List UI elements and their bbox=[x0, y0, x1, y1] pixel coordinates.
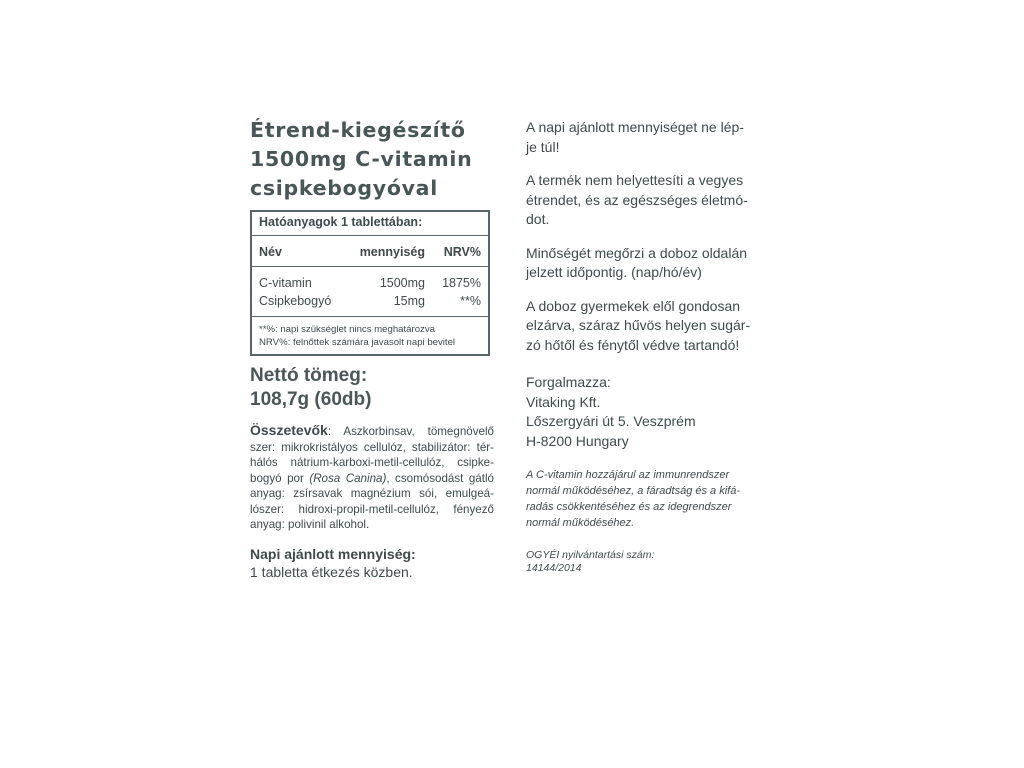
ingredients-line: szer: mikrokristályos cellulóz, stabilizátor: tér- bbox=[250, 440, 494, 454]
text-line: normál működéséhez. bbox=[526, 517, 635, 529]
distributor-address bbox=[526, 373, 786, 451]
left-column bbox=[250, 116, 500, 581]
health-claim bbox=[526, 467, 786, 531]
ingredient-nrv: **% bbox=[460, 294, 481, 308]
latin-name: (Rosa Canina) bbox=[309, 471, 387, 485]
ingredient-name: Csipkebogyó bbox=[259, 294, 332, 308]
distributor-label: Forgalmazza: bbox=[526, 374, 611, 390]
text-line: Minőségét megőrzi a doboz oldalán bbox=[526, 244, 748, 261]
ingredient-nrv: 1875% bbox=[442, 276, 481, 290]
ingredient-amount: 15mg bbox=[393, 294, 425, 308]
daily-dose bbox=[250, 545, 500, 581]
text-line: elzárva, száraz hűvös helyen sugár- bbox=[526, 317, 751, 333]
text-line: A napi ajánlott mennyiséget ne lép- bbox=[526, 119, 744, 135]
text-line: A termék nem helyettesíti a vegyes bbox=[526, 172, 744, 188]
ingredients-line: anyag: zsírsavak magnézium sói, emulgeá- bbox=[250, 487, 494, 500]
text-line: jelzett időpontig. (nap/hó/év) bbox=[526, 264, 702, 280]
ingredients-line: hálós nátrium-karboxi-metil-cellulóz, csipke- bbox=[250, 456, 494, 469]
ingredient-amount: 1500mg bbox=[379, 276, 425, 290]
distributor-company: Vitaking Kft. bbox=[526, 393, 601, 410]
net-weight-value: 108,7g (60db) bbox=[250, 389, 372, 410]
daily-dose-text: 1 tabletta étkezés közben. bbox=[250, 563, 413, 580]
text-line: A C-vitamin hozzájárul az immunrendszer bbox=[526, 469, 730, 481]
registration-label: OGYÉI nyilvántartási szám: bbox=[526, 549, 655, 561]
table-row bbox=[252, 292, 488, 310]
best-before-note bbox=[526, 244, 786, 283]
warning-diet bbox=[526, 171, 786, 230]
ingredients-label: Összetevők bbox=[250, 422, 328, 438]
text-line: dot. bbox=[526, 211, 550, 227]
column-header-nrv: NRV% bbox=[443, 245, 481, 259]
ingredients-text: : Aszkorbinsav, tömegnövelő bbox=[327, 425, 494, 438]
storage-note bbox=[526, 297, 786, 356]
ingredients-line: lószer: hidroxi-propil-metil-cellulóz, fényező bbox=[250, 502, 494, 516]
net-weight bbox=[250, 364, 500, 412]
title-line: csipkebogyóval bbox=[250, 176, 438, 200]
warning-dose bbox=[526, 118, 786, 157]
ingredients-text: , csomósodást gátló bbox=[386, 471, 494, 485]
footnote: NRV%: felnőttek számára javasolt napi bevitel bbox=[259, 337, 456, 348]
ingredients-text: bogyó por bbox=[250, 471, 310, 485]
text-line: étrendet, és az egészséges életmó- bbox=[526, 191, 748, 208]
ingredients-section bbox=[250, 423, 494, 533]
registration-value: 14144/2014 bbox=[526, 562, 582, 574]
net-weight-label: Nettó tömeg: bbox=[250, 365, 368, 386]
daily-dose-label: Napi ajánlott mennyiség: bbox=[250, 545, 416, 562]
nutrition-table-header-row bbox=[252, 236, 488, 267]
text-line: je túl! bbox=[526, 138, 560, 155]
nutrition-table bbox=[250, 210, 490, 356]
footnote: **%: napi szükséglet nincs meghatározva bbox=[259, 324, 435, 335]
column-header-name: Név bbox=[259, 245, 282, 259]
text-line: normál működéséhez, a fáradtság és a kifá- bbox=[526, 485, 741, 497]
title-line: Étrend-kiegészítő bbox=[250, 118, 466, 142]
distributor-street: Lőszergyári út 5. Veszprém bbox=[526, 413, 696, 429]
registration-number bbox=[526, 549, 786, 575]
right-column bbox=[526, 118, 786, 575]
table-row bbox=[252, 274, 488, 292]
nutrition-table-heading: Hatóanyagok 1 tablettában: bbox=[252, 212, 488, 236]
ingredients-line bbox=[250, 423, 494, 440]
column-header-amount: mennyiség bbox=[359, 245, 425, 259]
text-line: zó hőtől és fénytől védve tartandó! bbox=[526, 336, 740, 353]
product-title bbox=[250, 116, 500, 203]
nutrition-table-notes bbox=[252, 317, 488, 354]
ingredients-line bbox=[250, 471, 494, 487]
text-line: A doboz gyermekek elől gondosan bbox=[526, 297, 741, 314]
text-line: radás csökkentéséhez és az idegrendszer bbox=[526, 501, 732, 513]
nutrition-table-body bbox=[252, 267, 488, 317]
distributor-postal: H-8200 Hungary bbox=[526, 432, 629, 449]
title-line: 1500mg C-vitamin bbox=[250, 147, 473, 171]
ingredients-line: anyag: polivinil alkohol. bbox=[250, 518, 370, 531]
ingredient-name: C-vitamin bbox=[259, 276, 312, 290]
